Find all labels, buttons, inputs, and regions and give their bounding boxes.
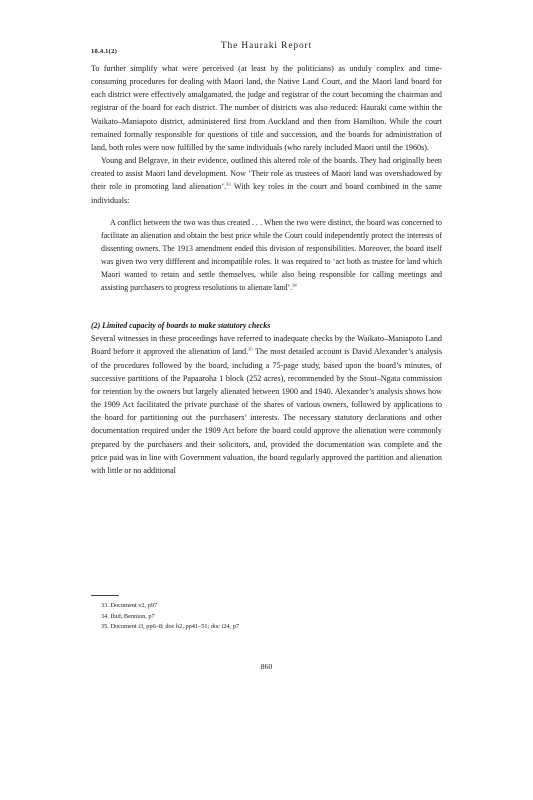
footnote-ref-33[interactable]: 33 bbox=[226, 181, 231, 187]
footnotes bbox=[101, 601, 441, 633]
section-number: 18.4.1(2) bbox=[91, 48, 117, 55]
page-number: 860 bbox=[260, 662, 273, 671]
subsection-heading: (2) Limited capacity of boards to make statutory checks bbox=[91, 321, 271, 331]
running-head: The Hauraki Report bbox=[220, 41, 313, 51]
body-text bbox=[91, 62, 442, 477]
footnote-33: 33. Document v2, p97 bbox=[101, 602, 158, 609]
footnote-ref-35[interactable]: 35 bbox=[248, 346, 253, 352]
paragraph-3: Several witnesses in these proceedings have referred to inadequate checks by the Waikato–Maniapoto Land Board before it approved the alienation of land.$^{35}$ The most detailed account is David Alexander’s analysis of the procedures followed by the board, including a 75-page study, based upon the board’s minutes, of successive partitions of the Papaaroha 1 block (252 acres), recommended by the Stout–Ngata commission for retention by the owners but largely alienated between 1900 and 1940. Alexander’s analysis shows how the 1909 Act facilitated the private purchase of the shares of various owners, followed by applications to the board for partitioning out the purchasers’ interests. The necessary statutory declarations and other documentation required under the 1909 Act before the board could approve the alienation were commonly prepared by the purchasers and their solicitors, and, provided the documentation was complete and the price paid was in line with Government valuation, the board regularly approved the partition and alienation with little or no additional bbox=[91, 334, 442, 475]
block-quote: A conflict between the two was thus created . . . When the two were distinct, the board was concerned to facilitate an alienation and obtain the best price while the Court could independently protect the interests of dissenting owners. The 1913 amendment ended this division of responsibilities. Moreover, the board itself was given two very diffferent and incompatible roles. It was required to ‘act both as trustee for land which Maori wanted to retain and settle themselves, while also being responsible for calling meetings and assisting purchasers to progress resolutions to alienate land’.$^{34}$ bbox=[101, 217, 442, 293]
paragraph-2: Young and Belgrave, in their evidence, outlined this altered role of the boards. They had originally been created to assist Maori land development. Now ‘Their role as trustees of Maori land was overshadowed by their role in promoting land alienation’.$^{33}$ With key roles in the court and board combined in the same individuals: bbox=[91, 156, 442, 205]
footnote-ref-34[interactable]: 34 bbox=[292, 282, 297, 288]
footnote-divider bbox=[91, 595, 119, 596]
paragraph-1: To further simplify what were perceived (at least by the politicians) as unduly complex and time-consuming procedures for dealing with Maori land, the Native Land Court, and the Maori land board for each district were effectively amalgamated, the judge and registrar of the court becoming the chairman and registrar of the board for each district. The number of districts was also reduced: Hauraki came within the Waikato–Maniapoto district, administered first from Auckland and then from Hamilton. While the court remained formally responsible for questions of title and succession, and the boards for administration of land, both roles were now fulfilled by the same individuals (who rarely included Maori until the 1960s). bbox=[91, 64, 442, 152]
footnote-34: 34. Ibid; Bennion, p7 bbox=[101, 612, 155, 620]
footnote-35: 35. Document i3, pp6–8; doc h2, pp41–51; doc i24, p7 bbox=[101, 623, 239, 631]
